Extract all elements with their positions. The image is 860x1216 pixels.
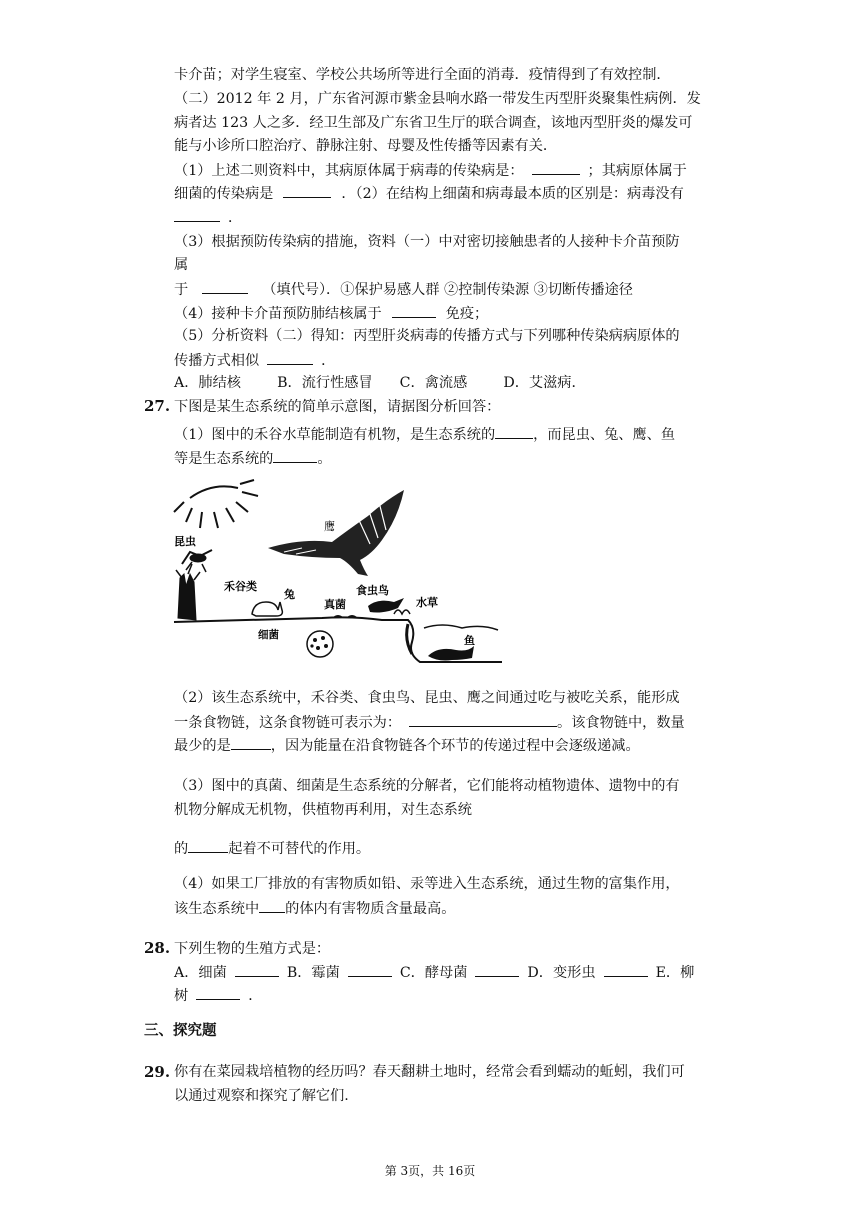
bacteria-icon	[307, 631, 333, 657]
eagle-icon	[268, 490, 404, 576]
text-span: 起着不可替代的作用。	[228, 841, 371, 857]
answer-blank[interactable]	[202, 279, 248, 294]
text-line: 病者达 123 人之多．经卫生部及广东省卫生厅的联合调查，该地丙型肝炎的爆发可	[174, 115, 693, 131]
text-line	[174, 207, 242, 228]
text-span: ．	[321, 353, 336, 369]
text-line	[174, 424, 675, 445]
text-span: （4）接种卡介苗预防肺结核属于	[174, 306, 382, 322]
answer-blank[interactable]	[174, 207, 220, 222]
text-span: 等是生态系统的	[174, 451, 274, 467]
text-span: 。该食物链中，数量	[557, 715, 685, 731]
text-line: （3）根据预防传染病的措施，资料（一）中对密切接触患者的人接种卡介苗预防	[174, 234, 680, 250]
answer-blank[interactable]	[273, 448, 317, 463]
ecosystem-diagram	[172, 478, 504, 668]
option-d: D．变形虫	[527, 965, 596, 981]
text-span: ．（2）在结构上细菌和病毒最本质的区别是：病毒没有	[341, 186, 684, 202]
insect-label: 昆虫	[174, 535, 196, 548]
option-e: E．柳	[655, 965, 695, 981]
text-span: 免疫；	[445, 306, 489, 322]
text-line: 卡介苗；对学生寝室、学校公共场所等进行全面的消毒．疫情得到了有效控制．	[174, 67, 671, 83]
text-span: （填代号）．①保护易感人群 ②控制传染源 ③切断传播途径	[262, 282, 633, 298]
text-line: 属	[174, 257, 189, 273]
text-span: 一条食物链，这条食物链可表示为：	[174, 715, 402, 731]
question-number: 28.	[144, 939, 171, 957]
fish-label: 鱼	[464, 634, 475, 647]
answer-blank[interactable]	[348, 962, 392, 977]
option-b: B．霉菌	[286, 965, 340, 981]
text-span: ．	[228, 210, 243, 226]
text-span: （1）图中的禾谷水草能制造有机物，是生态系统的	[174, 427, 496, 443]
answer-blank[interactable]	[196, 985, 240, 1000]
text-line	[174, 303, 488, 324]
rabbit-label: 兔	[284, 588, 295, 601]
answer-blank[interactable]	[392, 303, 436, 318]
answer-blank[interactable]	[188, 838, 228, 853]
text-line	[174, 838, 370, 859]
text-span: ，因为能量在沿食物链各个环节的传递过程中会逐级递减。	[270, 738, 640, 754]
text-line: 机物分解成无机物，供植物再利用，对生态系统	[174, 802, 472, 818]
bird-label: 食虫鸟	[356, 584, 389, 597]
rabbit-icon	[252, 602, 282, 616]
text-line	[174, 350, 335, 371]
question-number: 29.	[144, 1063, 171, 1081]
answer-blank[interactable]	[532, 160, 580, 175]
text-line	[174, 985, 262, 1006]
answer-blank[interactable]	[267, 350, 313, 365]
text-span: ，而昆虫、兔、鹰、鱼	[533, 427, 676, 443]
insect-icon	[182, 550, 212, 572]
text-line: 你有在菜园栽培植物的经历吗？春天翻耕土地时，经常会看到蠕动的蚯蚓，我们可	[174, 1064, 685, 1080]
text-line: （3）图中的真菌、细菌是生态系统的分解者，它们能将动植物遗体、遗物中的有	[174, 778, 680, 794]
question-number: 27.	[144, 397, 171, 415]
answer-blank[interactable]	[409, 712, 557, 727]
question-stem: 下图是某生态系统的简单示意图，请据图分析回答：	[174, 399, 501, 415]
text-line: 以通过观察和探究了解它们.	[174, 1088, 349, 1104]
text-line: （2）该生态系统中，禾谷类、食虫鸟、昆虫、鹰之间通过吃与被吃关系，能形成	[174, 690, 680, 706]
grain-icon	[176, 564, 200, 620]
fish-icon	[428, 646, 474, 661]
question-stem: 下列生物的生殖方式是：	[174, 941, 331, 957]
text-span: ．	[248, 988, 263, 1004]
text-line: （5）分析资料（二）得知：丙型肝炎病毒的传播方式与下列哪种传染病病原体的	[174, 328, 680, 344]
text-span: 该生态系统中	[174, 901, 260, 917]
text-span: 的	[174, 841, 189, 857]
text-span: （1）上述二则资料中，其病原体属于病毒的传染病是：	[174, 163, 524, 179]
text-line	[174, 962, 694, 983]
text-line	[174, 898, 455, 919]
text-span: 细菌的传染病是	[174, 186, 274, 202]
text-line	[174, 448, 332, 469]
text-line	[174, 712, 685, 733]
text-span: 传播方式相似	[174, 353, 260, 369]
waterweed-label: 水草	[416, 596, 438, 609]
section-heading: 三、探究题	[144, 1022, 217, 1039]
text-line: （4）如果工厂排放的有害物质如铅、汞等进入生态系统，通过生物的富集作用，	[174, 876, 680, 892]
answer-blank[interactable]	[231, 735, 271, 750]
sun-icon	[174, 480, 258, 528]
text-line: 能与小诊所口腔治疗、静脉注射、母婴及性传播等因素有关．	[174, 138, 558, 154]
option-c: C．酵母菌	[399, 965, 468, 981]
fungi-label: 真菌	[324, 598, 346, 611]
text-line: （二）2012 年 2 月，广东省河源市紫金县响水路一带发生丙型肝炎聚集性病例．发	[174, 91, 701, 107]
option-e-cont: 树	[174, 988, 189, 1004]
bacteria-label: 细菌	[258, 629, 279, 641]
text-span: 的体内有害物质含量最高。	[285, 901, 456, 917]
option-a: A．细菌	[174, 965, 227, 981]
text-span: 于	[174, 282, 189, 298]
page-footer: 第 3页，共 16页	[384, 1164, 476, 1178]
answer-blank[interactable]	[259, 898, 285, 913]
text-line	[174, 735, 640, 756]
text-span: 。	[317, 451, 332, 467]
grain-label: 禾谷类	[224, 580, 257, 593]
answer-blank[interactable]	[235, 962, 279, 977]
eagle-label: 鹰	[324, 520, 335, 533]
text-line	[174, 160, 687, 181]
answer-blank[interactable]	[495, 424, 533, 439]
waterweed-icon	[394, 610, 410, 614]
answer-blank[interactable]	[283, 183, 331, 198]
answer-blank[interactable]	[475, 962, 519, 977]
text-line	[174, 183, 684, 204]
answer-blank[interactable]	[604, 962, 648, 977]
text-span: 最少的是	[174, 738, 231, 754]
options-line: A．肺结核 B．流行性感冒 C．禽流感 D．艾滋病．	[174, 375, 586, 391]
text-span: ；其病原体属于	[587, 163, 687, 179]
text-line	[174, 279, 633, 300]
